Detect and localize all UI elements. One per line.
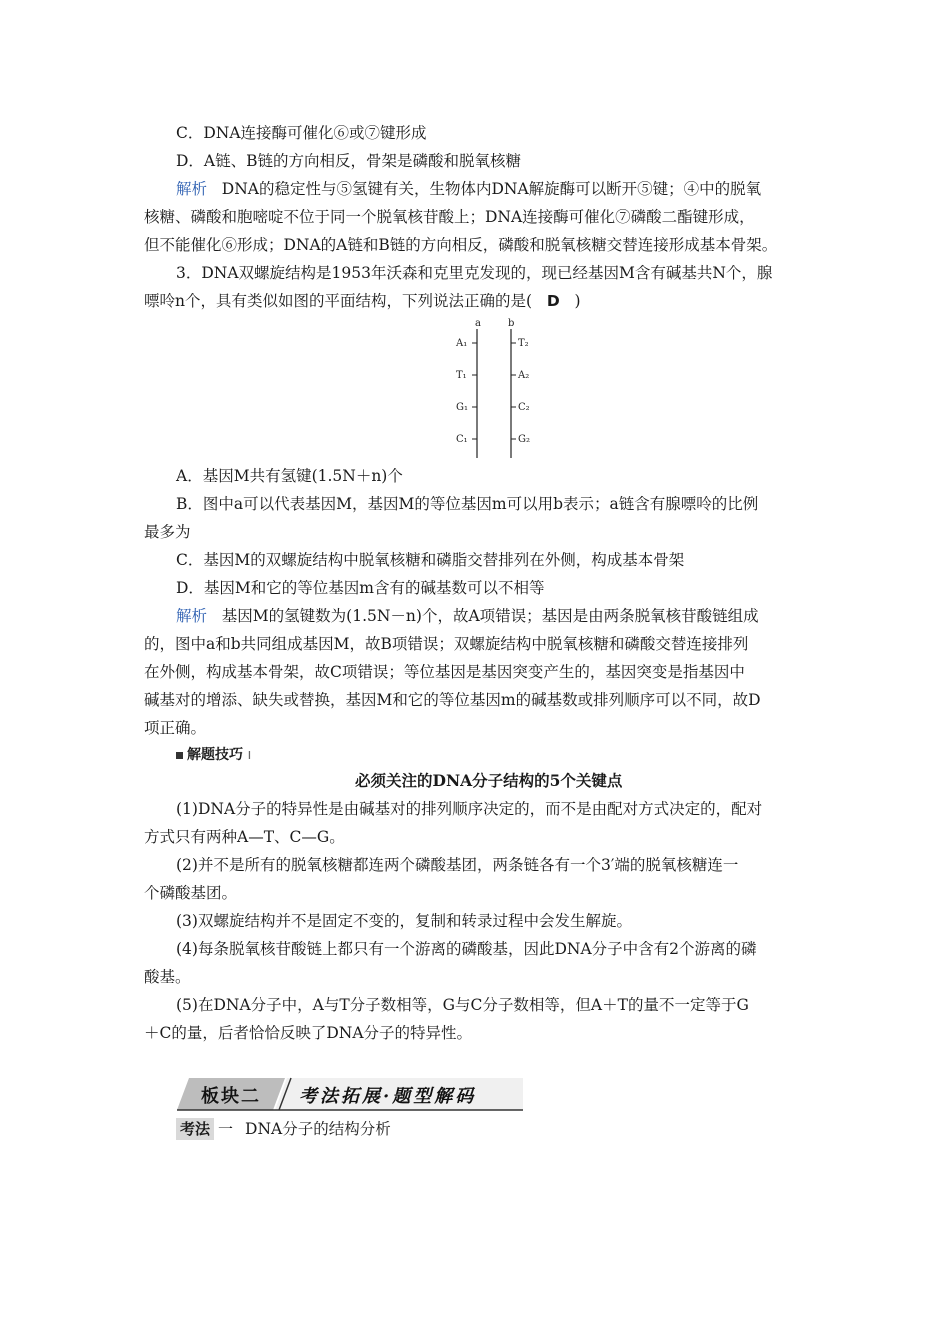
base-a2: A₂: [518, 370, 530, 381]
q3-stem-line-2: [144, 291, 581, 311]
tip-5-line-2: ＋C的量，后者恰恰反映了DNA分子的特异性。: [144, 1024, 473, 1042]
kaofa-tag: 考法: [176, 1118, 214, 1140]
base-a1: A₁: [456, 338, 468, 349]
q2-analysis-line-2: 核糖、磷酸和胞嘧啶不位于同一个脱氧核苷酸上；DNA连接酶可催化⑦磷酸二酯键形成，: [144, 208, 755, 226]
q2-analysis-line-1: [176, 179, 761, 199]
tip-4-line-1: (4)每条脱氧核苷酸链上都只有一个游离的磷酸基，因此DNA分子中含有2个游离的磷: [176, 940, 757, 958]
q3-answer: D: [546, 292, 560, 310]
section-banner: [175, 1076, 525, 1112]
q3-option-d: D．基因M和它的等位基因m含有的碱基数可以不相等: [176, 579, 545, 597]
kaofa-title: DNA分子的结构分析: [245, 1120, 391, 1138]
q3-analysis-line-5: 项正确。: [144, 719, 207, 737]
dna-strand-figure: [448, 318, 548, 460]
strand-label-b: b: [508, 318, 515, 329]
analysis-label: 解析: [176, 180, 208, 198]
base-c1: C₁: [456, 434, 468, 445]
strand-a-bases: [455, 338, 468, 445]
q2-option-d: D．A链、B链的方向相反，骨架是磷酸和脱氧核糖: [176, 152, 522, 170]
tips-heading: 解题技巧 ı: [176, 744, 251, 764]
tip-3: (3)双螺旋结构并不是固定不变的，复制和转录过程中会发生解旋。: [176, 912, 632, 930]
kaofa-number: 一: [218, 1120, 234, 1138]
q2-option-c: C．DNA连接酶可催化⑥或⑦键形成: [176, 124, 427, 142]
banner-section-label: 板块二: [201, 1086, 261, 1107]
strand-b-bases: [517, 338, 530, 445]
strand-a-ticks: [472, 343, 477, 439]
base-t1: T₁: [456, 370, 467, 381]
q3-stem-text: 嘌呤n个，具有类似如图的平面结构，下列说法正确的是(: [144, 292, 533, 310]
tip-2-line-2: 个磷酸基团。: [144, 884, 238, 902]
strand-label-a: a: [475, 318, 481, 329]
banner-section-title: 考法拓展·题型解码: [299, 1086, 477, 1107]
base-g1: G₁: [456, 402, 468, 413]
q3-option-b-line-1: B．图中a可以代表基因M，基因M的等位基因m可以用b表示；a链含有腺嘌呤的比例: [176, 495, 759, 513]
analysis-label: 解析: [176, 607, 208, 625]
q3-stem-line-1: 3．DNA双螺旋结构是1953年沃森和克里克发现的，现已经基因M含有碱基共N个，腺: [176, 264, 773, 282]
q3-analysis-line-1: [176, 606, 759, 626]
tip-1-line-1: (1)DNA分子的特异性是由碱基对的排列顺序决定的，而不是由配对方式决定的，配对: [176, 800, 763, 818]
tip-2-line-1: (2)并不是所有的脱氧核糖都连两个磷酸基团，两条链各有一个3′端的脱氧核糖连一: [176, 856, 739, 874]
tip-4-line-2: 酸基。: [144, 968, 191, 986]
q3-analysis-line-2: 的，图中a和b共同组成基因M，故B项错误；双螺旋结构中脱氧核糖和磷酸交替连接排列: [144, 635, 749, 653]
strand-b-ticks: [511, 343, 516, 439]
q2-analysis-line-3: 但不能催化⑥形成；DNA的A链和B链的方向相反，磷酸和脱氧核糖交替连接形成基本骨架。: [144, 236, 778, 254]
base-t2: T₂: [518, 338, 529, 349]
q3-analysis-line-4: 碱基对的增添、缺失或替换，基因M和它的等位基因m的碱基数或排列顺序可以不同，故D: [144, 691, 761, 709]
tips-title: 必须关注的DNA分子结构的5个关键点: [355, 771, 623, 790]
base-c2: C₂: [518, 402, 530, 413]
q3-option-b-line-2: 最多为: [144, 523, 191, 541]
tip-5-line-1: (5)在DNA分子中，A与T分子数相等，G与C分子数相等，但A＋T的量不一定等于G: [176, 996, 749, 1014]
tip-1-line-2: 方式只有两种A—T、C—G。: [144, 828, 345, 846]
q3-stem-close: ): [574, 292, 581, 310]
q3-option-a: A．基因M共有氢键(1.5N＋n)个: [176, 467, 403, 485]
q3-option-c: C．基因M的双螺旋结构中脱氧核糖和磷脂交替排列在外侧，构成基本骨架: [176, 551, 685, 569]
kaofa-heading: [176, 1118, 391, 1140]
square-bullet-icon: [176, 752, 183, 759]
base-g2: G₂: [518, 434, 530, 445]
q3-analysis-line-3: 在外侧，构成基本骨架，故C项错误；等位基因是基因突变产生的，基因突变是指基因中: [144, 663, 745, 681]
analysis-text: 基因M的氢键数为(1.5N－n)个，故A项错误；基因是由两条脱氧核苷酸链组成: [221, 607, 759, 625]
analysis-text: DNA的稳定性与⑤氢键有关，生物体内DNA解旋酶可以断开⑤键；④中的脱氧: [221, 180, 762, 198]
tips-label: 解题技巧: [187, 747, 243, 763]
